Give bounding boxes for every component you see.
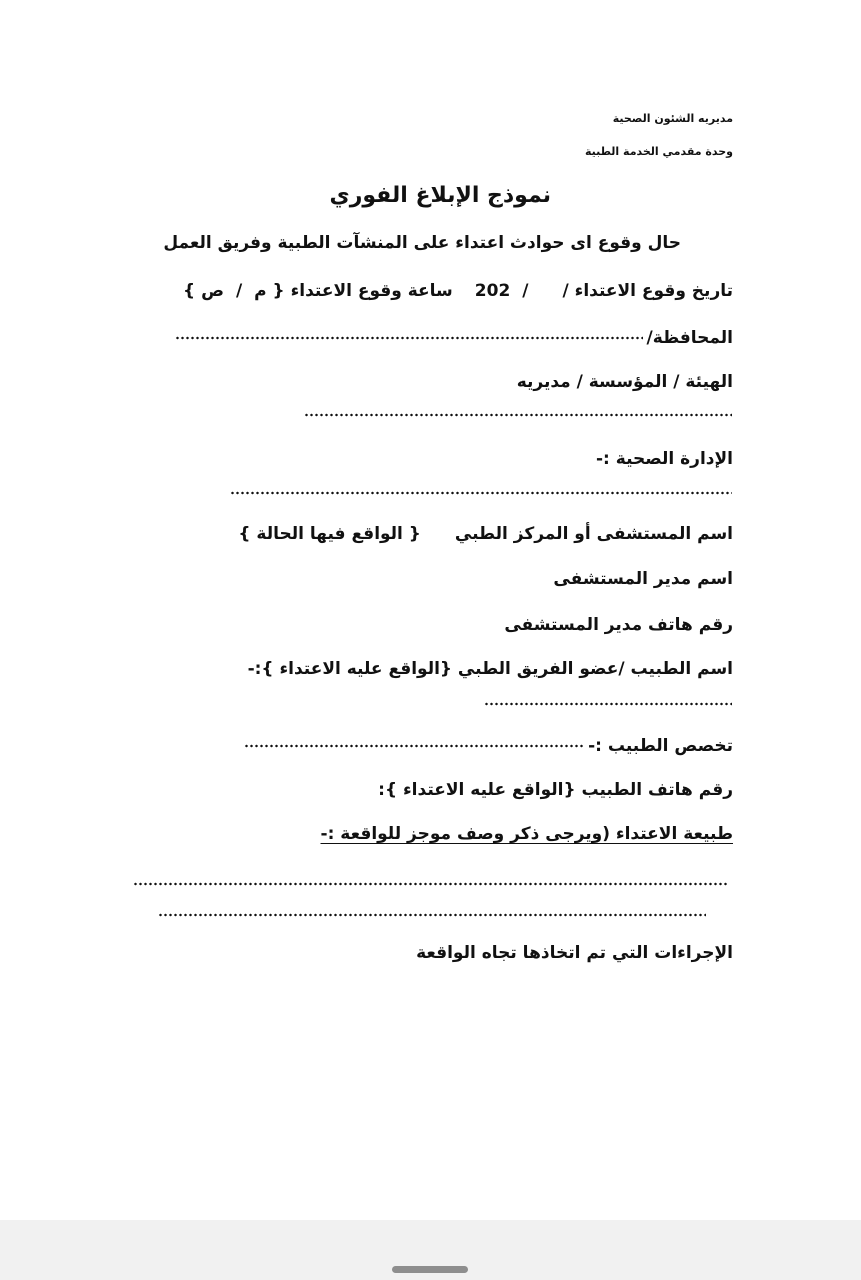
authority-fill-line [304, 412, 732, 418]
form-subtitle: حال وقوع اى حوادث اعتداء على المنشآت الطبية وفريق العمل [163, 233, 681, 253]
time-am: م [254, 281, 267, 301]
header-directorate: مديريه الشئون الصحية [612, 112, 733, 125]
header-unit: وحدة مقدمي الخدمة الطبية [584, 145, 733, 158]
authority-label: الهيئة / المؤسسة / مديريه [516, 372, 733, 392]
assault-nature-label: طبيعة الاعتداء (ويرجى ذكر وصف موجز للواقعة :- [320, 824, 733, 844]
director-phone-label: رقم هاتف مدير المستشفى [504, 615, 733, 635]
specialty-row [244, 733, 733, 759]
date-year: 202 [474, 281, 511, 301]
hospital-note: { الواقع فيها الحالة } [238, 524, 421, 544]
description-fill-line-1 [133, 881, 727, 887]
doctor-name-fill-line [484, 701, 732, 707]
governorate-row [175, 325, 733, 351]
time-pm: ص [201, 281, 224, 301]
doctor-phone-label: رقم هاتف الطبيب {الواقع عليه الاعتداء }: [378, 780, 733, 800]
time-slash: / [235, 281, 243, 301]
actions-taken-label: الإجراءات التي تم اتخاذها تجاه الواقعة [416, 943, 733, 963]
date-separator: / [522, 281, 529, 301]
doctor-name-label: اسم الطبيب /عضو الفريق الطبي {الواقع عليه الاعتداء }:- [247, 659, 733, 679]
date-row [183, 278, 733, 304]
form-title: نموذج الإبلاغ الفوري [329, 183, 551, 208]
time-close: } [183, 281, 196, 301]
health-admin-label: الإدارة الصحية :- [595, 449, 733, 469]
governorate-fill-line [175, 335, 643, 341]
time-label: ساعة وقوع الاعتداء { [272, 281, 453, 301]
hospital-row [238, 521, 733, 547]
specialty-fill-line [244, 743, 584, 749]
home-gesture-handle[interactable] [392, 1266, 468, 1273]
doctor-specialty-label: تخصص الطبيب :- [588, 736, 733, 756]
hospital-director-label: اسم مدير المستشفى [553, 569, 733, 589]
governorate-label: المحافظة/ [646, 328, 733, 348]
date-label: تاريخ وقوع الاعتداء / [562, 281, 733, 301]
hospital-name-label: اسم المستشفى أو المركز الطبي [454, 524, 733, 544]
description-fill-line-2 [158, 912, 706, 918]
health-admin-fill-line [230, 490, 732, 496]
